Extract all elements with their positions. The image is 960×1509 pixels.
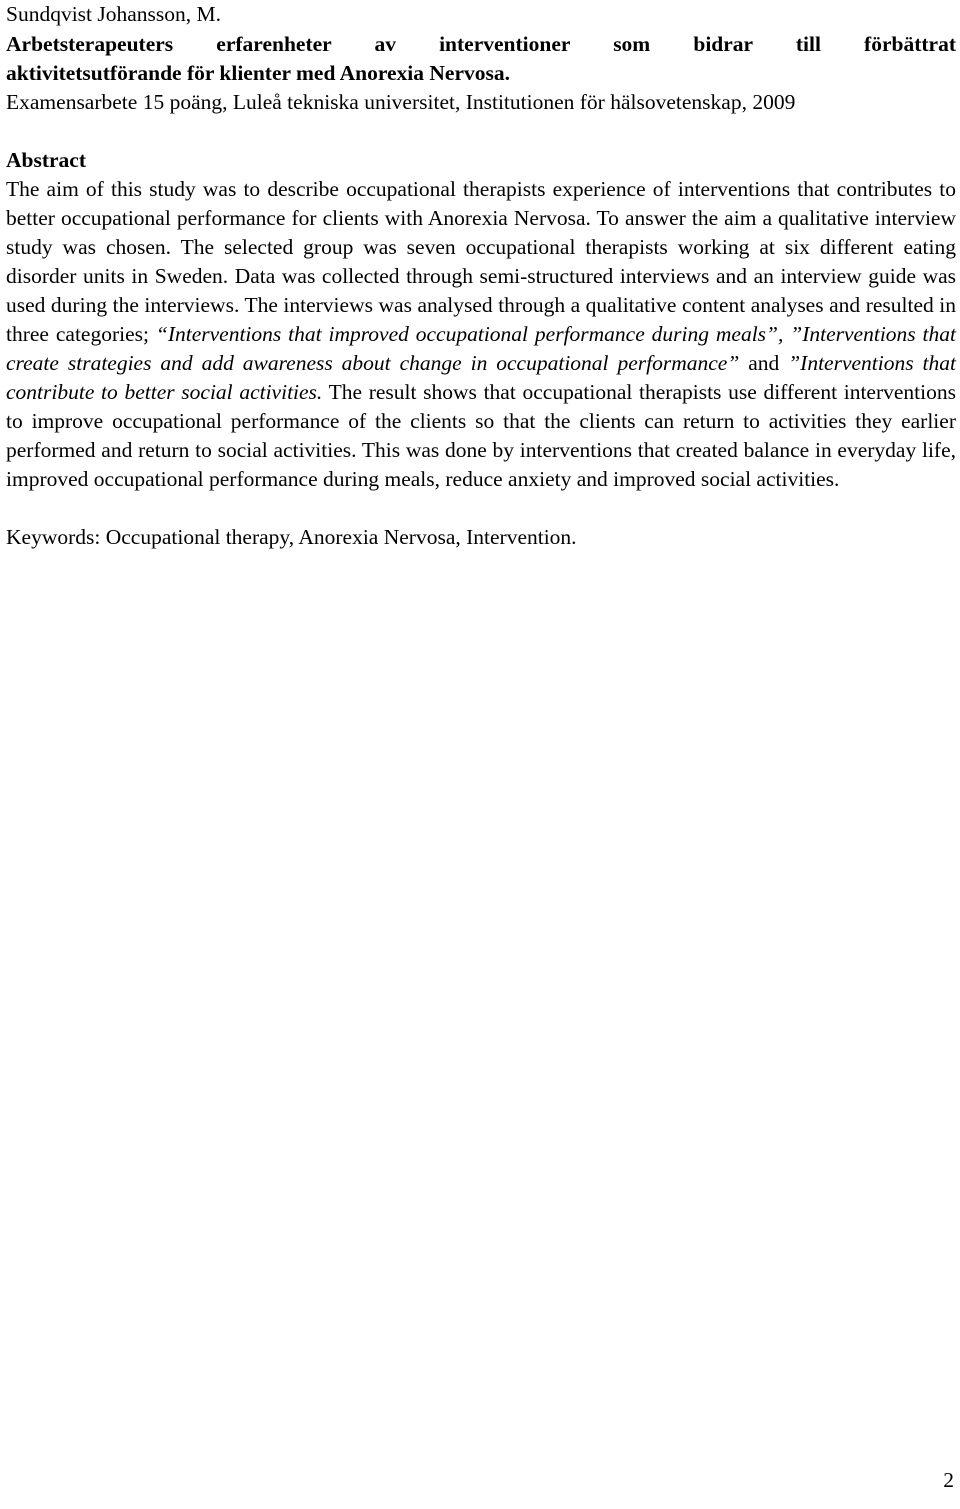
- thesis-title-line-2: aktivitetsutförande för klienter med Anorexia Nervosa.: [6, 61, 511, 85]
- abstract-connector: and: [739, 351, 789, 375]
- abstract-category-1: “Interventions that improved occupational performance during meals”,: [155, 322, 784, 346]
- abstract-heading: Abstract: [6, 148, 87, 172]
- publication-info: Examensarbete 15 poäng, Luleå tekniska universitet, Institutionen för hälsovetenskap, 2009: [6, 90, 796, 114]
- author-line: Sundqvist Johansson, M.: [6, 2, 222, 26]
- thesis-title: [6, 30, 956, 88]
- abstract-category-3: ”Interventions that contribute to better social activities.: [6, 351, 956, 404]
- thesis-title-line-1: Arbetsterapeuters erfarenheter av interventioner som bidrar till förbättrat: [6, 32, 956, 56]
- abstract-text-part-1: The aim of this study was to describe occupational therapists experience of interventions that contributes to better occupational performance for clients with Anorexia Nervosa. To answer the aim a qualitative interview study was chosen. The selected group was seven occupational therapists working at six different eating disorder units in Sweden. Data was collected through semi-structured interviews and an interview guide was used during the interviews. The interviews was analysed through a qualitative content analyses and resulted in three categories;: [6, 177, 956, 346]
- abstract-text-part-2: The result shows that occupational therapists use different interventions to improve occupational performance of the clients so that the clients can return to activities they earlier performed and return to social activities. This was done by interventions that created balance in everyday life, improved occupational performance during meals, reduce anxiety and improved social activities.: [6, 380, 956, 491]
- abstract-category-2: ”Interventions that create strategies and add awareness about change in occupational performance”: [6, 322, 956, 375]
- document-page: [6, 0, 956, 552]
- abstract-body: [6, 175, 956, 494]
- keywords-line: Keywords: Occupational therapy, Anorexia Nervosa, Intervention.: [6, 525, 577, 549]
- page-number: 2: [943, 1468, 954, 1492]
